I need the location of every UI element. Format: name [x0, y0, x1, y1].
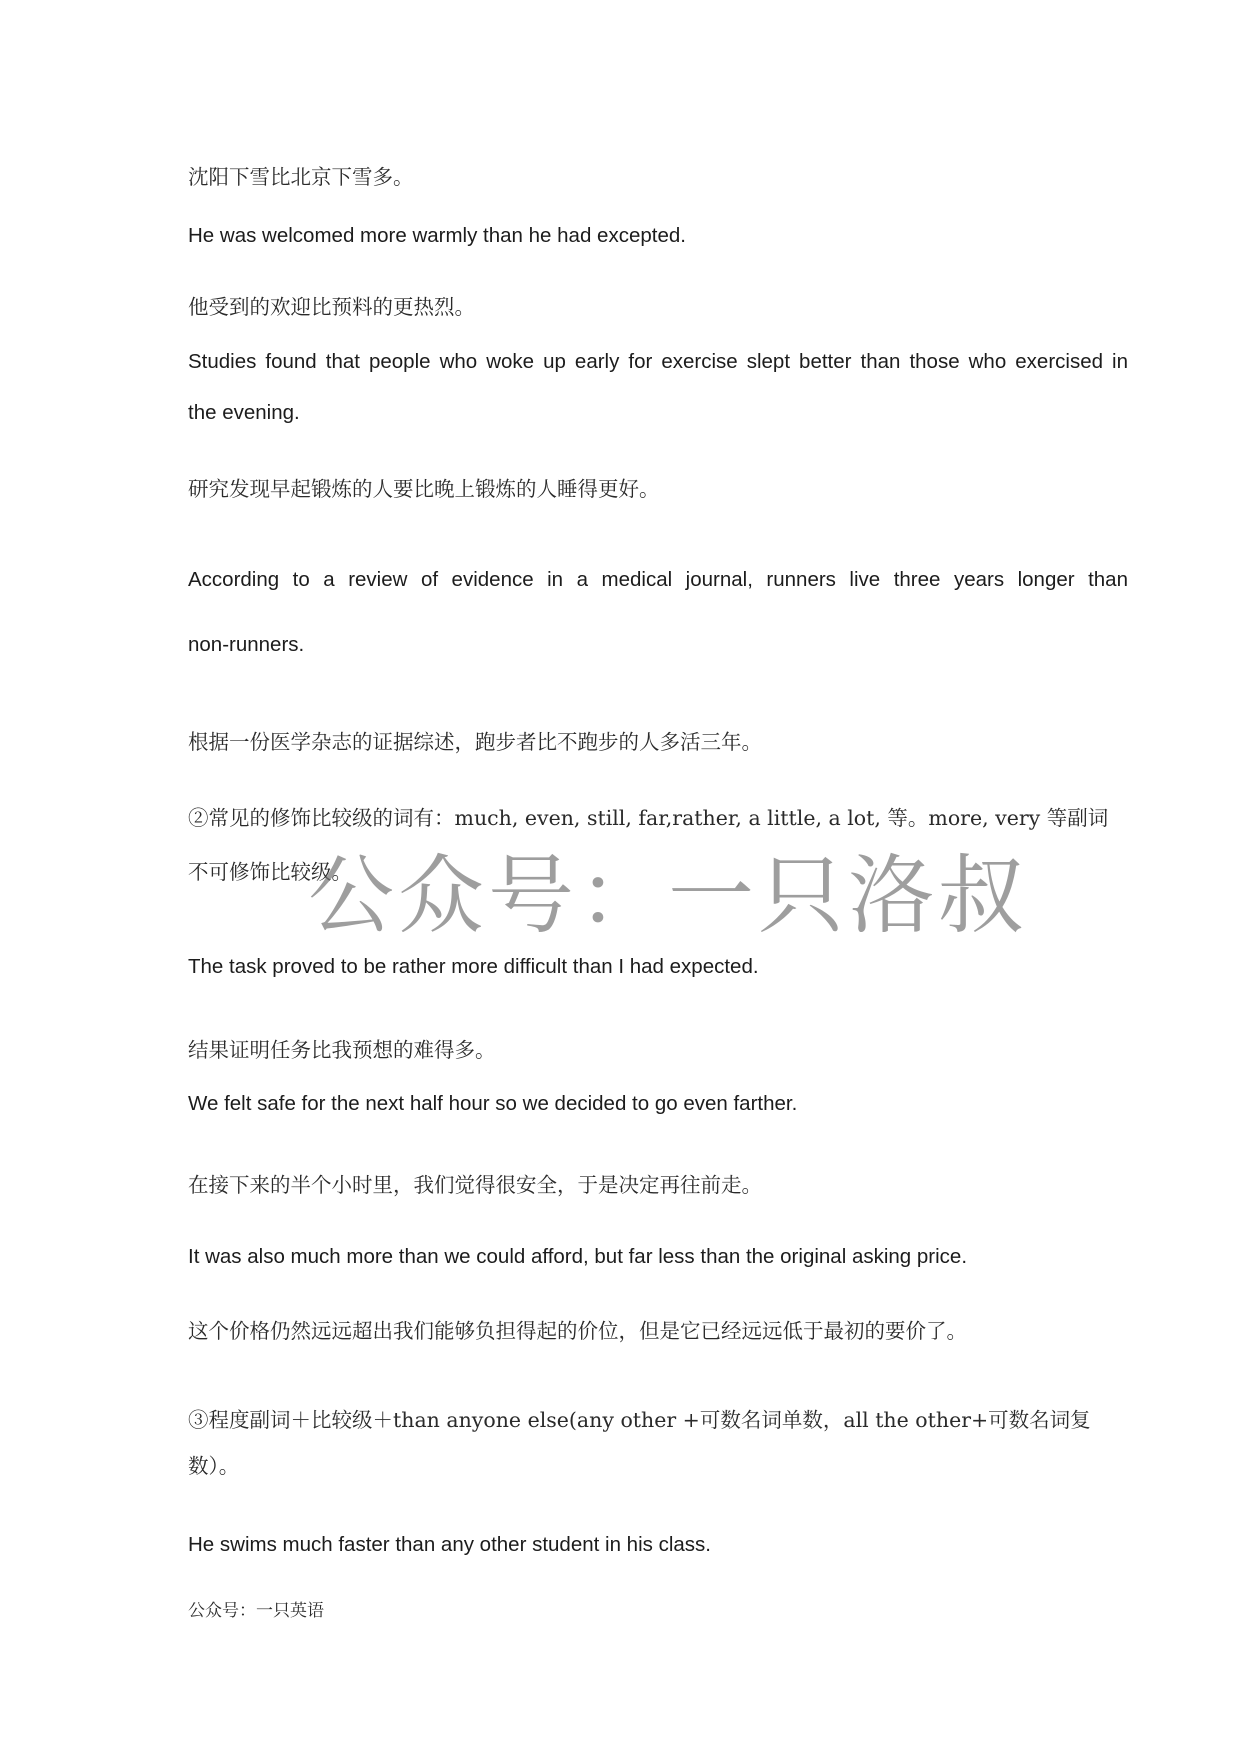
text-line: Studies found that people who woke up early for exercise slept better than those who exercised in [188, 350, 1128, 373]
text-line: 不可修饰比较级。 [188, 860, 352, 884]
text-line: It was also much more than we could afford, but far less than the original asking price. [188, 1245, 968, 1268]
text-line: 结果证明任务比我预想的难得多。 [188, 1038, 496, 1062]
text-line: ③程度副词＋比较级＋than anyone else(any other +可数名词单数，all the other+可数名词复 [188, 1408, 1091, 1432]
text-line: 数）。 [188, 1454, 240, 1478]
text-line: 研究发现早起锻炼的人要比晚上锻炼的人睡得更好。 [188, 477, 660, 501]
text-line: ②常见的修饰比较级的词有：much, even, still, far,rather, a little, a lot, 等。more, very 等副词 [188, 806, 1109, 830]
text-line: 根据一份医学杂志的证据综述，跑步者比不跑步的人多活三年。 [188, 730, 762, 754]
text-line: the evening. [188, 401, 300, 424]
footer-text: 公众号：一只英语 [188, 1601, 324, 1621]
text-line: He swims much faster than any other student in his class. [188, 1533, 711, 1556]
text-line: 这个价格仍然远远超出我们能够负担得起的价位，但是它已经远远低于最初的要价了。 [188, 1319, 967, 1343]
text-line: He was welcomed more warmly than he had excepted. [188, 224, 686, 247]
text-line: 沈阳下雪比北京下雪多。 [188, 165, 414, 189]
watermark: 公众号：一只洛叔 [308, 846, 1028, 946]
text-line: According to a review of evidence in a medical journal, runners live three years longer than [188, 568, 1128, 591]
text-line: We felt safe for the next half hour so we decided to go even farther. [188, 1092, 798, 1115]
text-line: 他受到的欢迎比预料的更热烈。 [188, 295, 475, 319]
text-line: non-runners. [188, 633, 305, 656]
text-line: 在接下来的半个小时里，我们觉得很安全，于是决定再往前走。 [188, 1173, 762, 1197]
text-line: The task proved to be rather more difficult than I had expected. [188, 955, 759, 978]
